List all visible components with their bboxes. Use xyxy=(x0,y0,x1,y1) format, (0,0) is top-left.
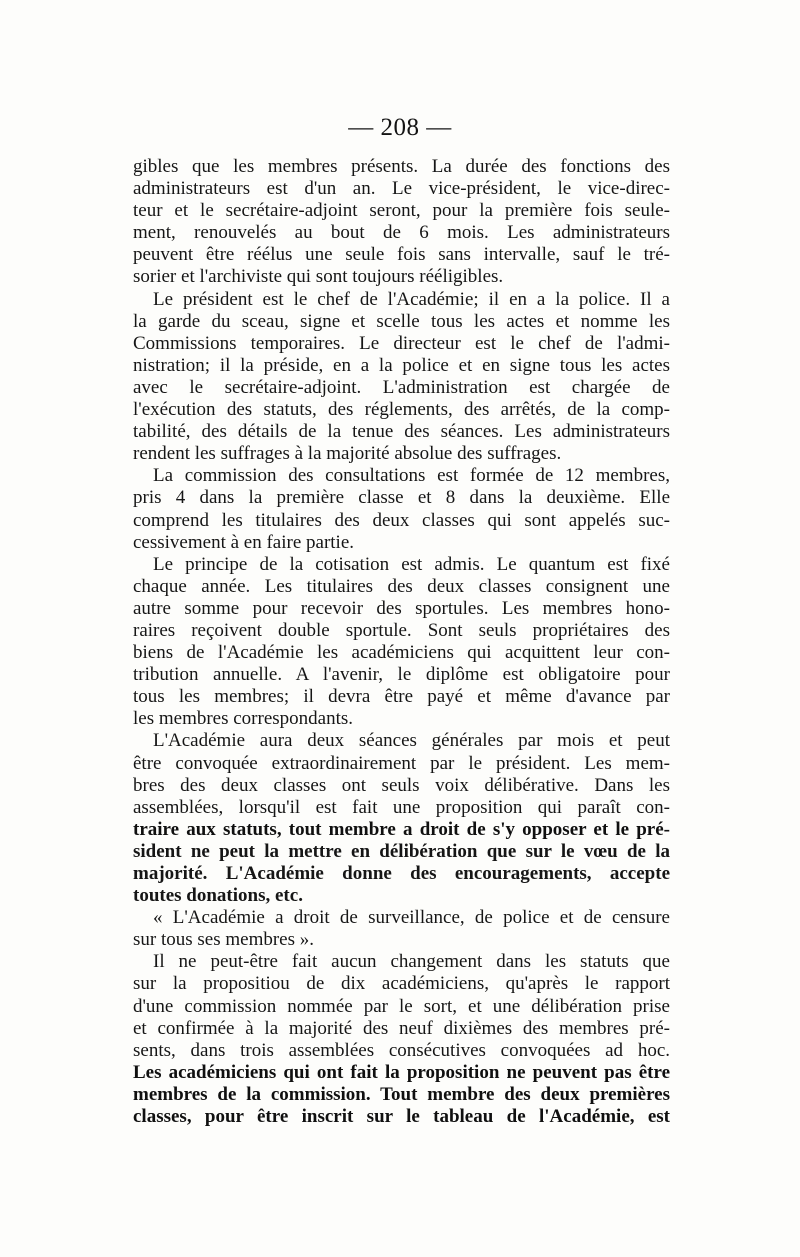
text-line: tribution annuelle. A l'avenir, le diplôme est obligatoire pour xyxy=(133,664,670,686)
text-line: la garde du sceau, signe et scelle tous les actes et nomme les xyxy=(133,310,670,332)
text-line: l'exécution des statuts, des réglements, des arrêtés, de la comp- xyxy=(133,399,670,421)
text-line: être convoquée extraordinairement par le président. Les mem- xyxy=(133,752,670,774)
text-line: autre somme pour recevoir des sportules. Les membres hono- xyxy=(133,597,670,619)
page-number: — 208 — xyxy=(348,114,452,141)
text-line: pris 4 dans la première classe et 8 dans la deuxième. Elle xyxy=(133,487,670,509)
text-line: « L'Académie a droit de surveillance, de police et de censure xyxy=(153,907,670,929)
text-line: d'une commission nommée par le sort, et une délibération prise xyxy=(133,995,670,1017)
text-line: tous les membres; il devra être payé et même d'avance par xyxy=(133,686,670,708)
text-line: administrateurs est d'un an. Le vice-président, le vice-direc- xyxy=(133,178,670,200)
text-line: majorité. L'Académie donne des encouragements, accepte xyxy=(133,863,670,884)
text-line: comprend les titulaires des deux classes qui sont appelés suc- xyxy=(133,509,670,531)
text-line: traire aux statuts, tout membre a droit de s'y opposer et le pré- xyxy=(133,818,670,840)
text-line: Il ne peut-être fait aucun changement dans les statuts que xyxy=(153,951,670,973)
text-line: Commissions temporaires. Le directeur est le chef de l'admi- xyxy=(133,332,670,354)
text-line: sorier et l'archiviste qui sont toujours rééligibles. xyxy=(133,266,504,288)
text-line: raires reçoivent double sportule. Sont seuls propriétaires des xyxy=(133,619,670,641)
text-line: les membres correspondants. xyxy=(133,708,354,730)
text-line: sident ne peut la mettre en délibération que sur le vœu de la xyxy=(133,840,670,862)
text-line: bres des deux classes ont seuls voix délibérative. Dans les xyxy=(133,774,670,796)
text-line: L'Académie aura deux séances générales par mois et peut xyxy=(153,730,670,752)
text-line: Les académiciens qui ont fait la proposition ne peuvent pas être xyxy=(133,1061,670,1083)
text-line: biens de l'Académie les académiciens qui acquittent leur con- xyxy=(133,642,670,664)
text-line: sents, dans trois assemblées consécutives convoquées ad hoc. xyxy=(133,1039,670,1061)
text-line: assemblées, lorsqu'il est fait une proposition qui paraît con- xyxy=(133,796,670,818)
text-line: tabilité, des détails de la tenue des séances. Les administrateurs xyxy=(133,421,670,443)
text-line: sur tous ses membres ». xyxy=(133,929,315,951)
text-line: rendent les suffrages à la majorité absolue des suffrages. xyxy=(133,443,562,465)
text-line: gibles que les membres présents. La durée des fonctions des xyxy=(133,156,670,177)
text-line: La commission des consultations est formée de 12 membres, xyxy=(153,465,670,487)
text-line: chaque année. Les titulaires des deux classes consignent une xyxy=(133,575,670,597)
text-line: membres de la commission. Tout membre des deux premières xyxy=(133,1083,670,1105)
text-line: cessivement à en faire partie. xyxy=(133,531,355,553)
text-line: Le principe de la cotisation est admis. Le quantum est fixé xyxy=(153,553,670,575)
text-line: toutes donations, etc. xyxy=(133,885,303,907)
text-line: ment, renouvelés au bout de 6 mois. Les administrateurs xyxy=(133,222,670,244)
text-line: teur et le secrétaire-adjoint seront, pour la première fois seule- xyxy=(133,200,670,222)
text-line: avec le secrétaire-adjoint. L'administration est chargée de xyxy=(133,376,670,398)
text-line: classes, pour être inscrit sur le tableau de l'Académie, est xyxy=(133,1106,670,1128)
body-text xyxy=(133,156,670,1128)
text-line: nistration; il la préside, en a la police et en signe tous les actes xyxy=(133,354,670,376)
text-line: Le président est le chef de l'Académie; il en a la police. Il a xyxy=(153,288,670,310)
text-line: et confirmée à la majorité des neuf dixièmes des membres pré- xyxy=(133,1017,670,1039)
text-line: sur la propositiou de dix académiciens, qu'après le rapport xyxy=(133,973,670,995)
text-line: peuvent être réélus une seule fois sans intervalle, sauf le tré- xyxy=(133,244,670,266)
